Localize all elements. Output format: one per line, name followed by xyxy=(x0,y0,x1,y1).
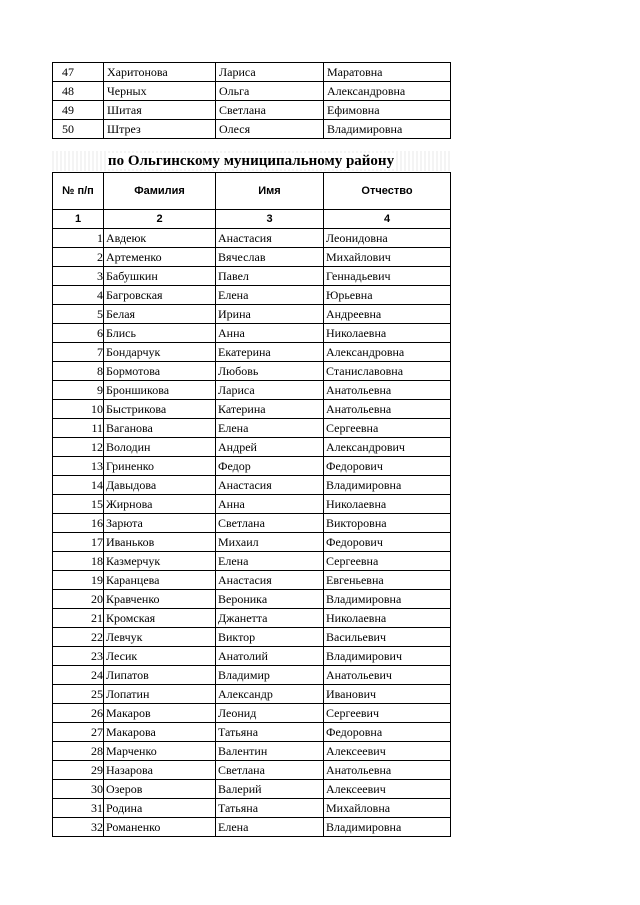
patronymic-cell: Сергеевна xyxy=(324,552,451,571)
row-number: 3 xyxy=(53,267,104,286)
name-cell: Светлана xyxy=(216,514,324,533)
header-surname: Фамилия xyxy=(104,173,216,210)
surname-cell: Гриненко xyxy=(104,457,216,476)
surname-cell: Бормотова xyxy=(104,362,216,381)
row-number: 24 xyxy=(53,666,104,685)
table-row xyxy=(53,799,451,818)
surname-cell: Левчук xyxy=(104,628,216,647)
row-number: 19 xyxy=(53,571,104,590)
surname-cell: Родина xyxy=(104,799,216,818)
row-number: 17 xyxy=(53,533,104,552)
patronymic-cell: Станиславовна xyxy=(324,362,451,381)
header-num: № п/п xyxy=(53,173,104,210)
row-number: 16 xyxy=(53,514,104,533)
patronymic-cell: Андреевна xyxy=(324,305,451,324)
row-number: 20 xyxy=(53,590,104,609)
table-row xyxy=(53,343,451,362)
surname-cell: Кравченко xyxy=(104,590,216,609)
surname-cell: Авдеюк xyxy=(104,229,216,248)
patronymic-cell: Владимировна xyxy=(324,120,451,139)
patronymic-cell: Сергеевна xyxy=(324,419,451,438)
column-number: 3 xyxy=(216,210,324,229)
row-number: 47 xyxy=(53,63,104,82)
row-number: 2 xyxy=(53,248,104,267)
name-cell: Валентин xyxy=(216,742,324,761)
column-number: 1 xyxy=(53,210,104,229)
patronymic-cell: Евгеньевна xyxy=(324,571,451,590)
patronymic-cell: Михайлович xyxy=(324,248,451,267)
name-cell: Лариса xyxy=(216,63,324,82)
surname-cell: Озеров xyxy=(104,780,216,799)
row-number: 5 xyxy=(53,305,104,324)
patronymic-cell: Иванович xyxy=(324,685,451,704)
patronymic-cell: Юрьевна xyxy=(324,286,451,305)
patronymic-cell: Анатольевич xyxy=(324,666,451,685)
surname-cell: Давыдова xyxy=(104,476,216,495)
section-title: по Ольгинскому муниципальному району xyxy=(107,153,395,169)
surname-cell: Романенко xyxy=(104,818,216,837)
row-number: 29 xyxy=(53,761,104,780)
table-row xyxy=(53,63,451,82)
previous-list-body xyxy=(53,63,451,139)
patronymic-cell: Александрович xyxy=(324,438,451,457)
surname-cell: Багровская xyxy=(104,286,216,305)
patronymic-cell: Викторовна xyxy=(324,514,451,533)
table-row xyxy=(53,362,451,381)
patronymic-cell: Анатольевна xyxy=(324,400,451,419)
surname-cell: Кромская xyxy=(104,609,216,628)
table-row xyxy=(53,324,451,343)
surname-cell: Марченко xyxy=(104,742,216,761)
name-cell: Анна xyxy=(216,324,324,343)
patronymic-cell: Федоровна xyxy=(324,723,451,742)
row-number: 32 xyxy=(53,818,104,837)
row-number: 9 xyxy=(53,381,104,400)
patronymic-cell: Васильевич xyxy=(324,628,451,647)
name-cell: Ирина xyxy=(216,305,324,324)
name-cell: Анастасия xyxy=(216,229,324,248)
patronymic-cell: Николаевна xyxy=(324,609,451,628)
table-row xyxy=(53,571,451,590)
name-cell: Анастасия xyxy=(216,476,324,495)
patronymic-cell: Федорович xyxy=(324,533,451,552)
name-cell: Виктор xyxy=(216,628,324,647)
patronymic-cell: Анатольевна xyxy=(324,381,451,400)
surname-cell: Харитонова xyxy=(104,63,216,82)
patronymic-cell: Федорович xyxy=(324,457,451,476)
table-row xyxy=(53,742,451,761)
table-row xyxy=(53,248,451,267)
surname-cell: Каранцева xyxy=(104,571,216,590)
surname-cell: Быстрикова xyxy=(104,400,216,419)
patronymic-cell: Михайловна xyxy=(324,799,451,818)
column-number: 2 xyxy=(104,210,216,229)
patronymic-cell: Леонидовна xyxy=(324,229,451,248)
row-number: 7 xyxy=(53,343,104,362)
surname-cell: Казмерчук xyxy=(104,552,216,571)
table-row xyxy=(53,120,451,139)
name-cell: Анатолий xyxy=(216,647,324,666)
patronymic-cell: Александровна xyxy=(324,82,451,101)
patronymic-cell: Владимировна xyxy=(324,590,451,609)
table-row xyxy=(53,685,451,704)
patronymic-cell: Сергеевич xyxy=(324,704,451,723)
name-cell: Анна xyxy=(216,495,324,514)
table-row xyxy=(53,628,451,647)
row-number: 49 xyxy=(53,101,104,120)
surname-cell: Лесик xyxy=(104,647,216,666)
surname-cell: Черных xyxy=(104,82,216,101)
table-row xyxy=(53,229,451,248)
row-number: 14 xyxy=(53,476,104,495)
table-row xyxy=(53,286,451,305)
surname-cell: Штрез xyxy=(104,120,216,139)
name-cell: Любовь xyxy=(216,362,324,381)
table-row xyxy=(53,818,451,837)
surname-cell: Назарова xyxy=(104,761,216,780)
table-row xyxy=(53,552,451,571)
name-cell: Татьяна xyxy=(216,799,324,818)
table-row xyxy=(53,400,451,419)
surname-cell: Бабушкин xyxy=(104,267,216,286)
table-row xyxy=(53,419,451,438)
name-cell: Екатерина xyxy=(216,343,324,362)
surname-cell: Зарюта xyxy=(104,514,216,533)
table-row xyxy=(53,533,451,552)
table-row xyxy=(53,381,451,400)
header-name: Имя xyxy=(216,173,324,210)
name-cell: Елена xyxy=(216,419,324,438)
row-number: 18 xyxy=(53,552,104,571)
patronymic-cell: Анатольевна xyxy=(324,761,451,780)
table-row xyxy=(53,666,451,685)
name-cell: Елена xyxy=(216,552,324,571)
row-number: 1 xyxy=(53,229,104,248)
table-row xyxy=(53,476,451,495)
table-row xyxy=(53,647,451,666)
previous-list-table xyxy=(52,62,451,139)
name-cell: Вячеслав xyxy=(216,248,324,267)
table-row xyxy=(53,82,451,101)
name-cell: Вероника xyxy=(216,590,324,609)
row-number: 12 xyxy=(53,438,104,457)
row-number: 10 xyxy=(53,400,104,419)
name-cell: Александр xyxy=(216,685,324,704)
name-cell: Елена xyxy=(216,286,324,305)
surname-cell: Иваньков xyxy=(104,533,216,552)
row-number: 22 xyxy=(53,628,104,647)
patronymic-cell: Александровна xyxy=(324,343,451,362)
table-row xyxy=(53,457,451,476)
row-number: 11 xyxy=(53,419,104,438)
table-row xyxy=(53,590,451,609)
table-header xyxy=(53,173,451,229)
patronymic-cell: Ефимовна xyxy=(324,101,451,120)
patronymic-cell: Николаевна xyxy=(324,495,451,514)
row-number: 28 xyxy=(53,742,104,761)
surname-cell: Володин xyxy=(104,438,216,457)
table-row xyxy=(53,267,451,286)
surname-cell: Артеменко xyxy=(104,248,216,267)
row-number: 8 xyxy=(53,362,104,381)
name-cell: Валерий xyxy=(216,780,324,799)
name-cell: Елена xyxy=(216,818,324,837)
table-row xyxy=(53,101,451,120)
table-row xyxy=(53,514,451,533)
table-row xyxy=(53,609,451,628)
table-row xyxy=(53,704,451,723)
patronymic-cell: Геннадьевич xyxy=(324,267,451,286)
surname-cell: Шитая xyxy=(104,101,216,120)
surname-cell: Бондарчук xyxy=(104,343,216,362)
column-number: 4 xyxy=(324,210,451,229)
name-cell: Федор xyxy=(216,457,324,476)
table-row xyxy=(53,305,451,324)
name-cell: Михаил xyxy=(216,533,324,552)
name-cell: Лариса xyxy=(216,381,324,400)
patronymic-cell: Николаевна xyxy=(324,324,451,343)
patronymic-cell: Алексеевич xyxy=(324,742,451,761)
row-number: 27 xyxy=(53,723,104,742)
table-row xyxy=(53,495,451,514)
patronymic-cell: Владимировна xyxy=(324,818,451,837)
surname-cell: Макарова xyxy=(104,723,216,742)
name-cell: Анастасия xyxy=(216,571,324,590)
row-number: 13 xyxy=(53,457,104,476)
surname-cell: Липатов xyxy=(104,666,216,685)
name-cell: Олеся xyxy=(216,120,324,139)
name-cell: Джанетта xyxy=(216,609,324,628)
name-cell: Павел xyxy=(216,267,324,286)
row-number: 15 xyxy=(53,495,104,514)
table-row xyxy=(53,761,451,780)
surname-cell: Броншикова xyxy=(104,381,216,400)
surname-cell: Белая xyxy=(104,305,216,324)
row-number: 48 xyxy=(53,82,104,101)
name-cell: Владимир xyxy=(216,666,324,685)
table-row xyxy=(53,723,451,742)
row-number: 4 xyxy=(53,286,104,305)
surname-cell: Лопатин xyxy=(104,685,216,704)
name-cell: Андрей xyxy=(216,438,324,457)
row-number: 21 xyxy=(53,609,104,628)
row-number: 23 xyxy=(53,647,104,666)
row-number: 26 xyxy=(53,704,104,723)
patronymic-cell: Владимировна xyxy=(324,476,451,495)
row-number: 6 xyxy=(53,324,104,343)
patronymic-cell: Маратовна xyxy=(324,63,451,82)
table-row xyxy=(53,780,451,799)
name-cell: Леонид xyxy=(216,704,324,723)
name-cell: Светлана xyxy=(216,761,324,780)
row-number: 25 xyxy=(53,685,104,704)
row-number: 50 xyxy=(53,120,104,139)
surname-cell: Ваганова xyxy=(104,419,216,438)
row-number: 30 xyxy=(53,780,104,799)
name-cell: Катерина xyxy=(216,400,324,419)
surname-cell: Жирнова xyxy=(104,495,216,514)
surname-cell: Блись xyxy=(104,324,216,343)
table-row xyxy=(53,438,451,457)
district-list-table xyxy=(52,172,451,837)
surname-cell: Макаров xyxy=(104,704,216,723)
patronymic-cell: Владимирович xyxy=(324,647,451,666)
row-number: 31 xyxy=(53,799,104,818)
name-cell: Светлана xyxy=(216,101,324,120)
name-cell: Ольга xyxy=(216,82,324,101)
table-body xyxy=(53,229,451,837)
patronymic-cell: Алексеевич xyxy=(324,780,451,799)
section-heading xyxy=(52,151,450,171)
header-patronymic: Отчество xyxy=(324,173,451,210)
name-cell: Татьяна xyxy=(216,723,324,742)
